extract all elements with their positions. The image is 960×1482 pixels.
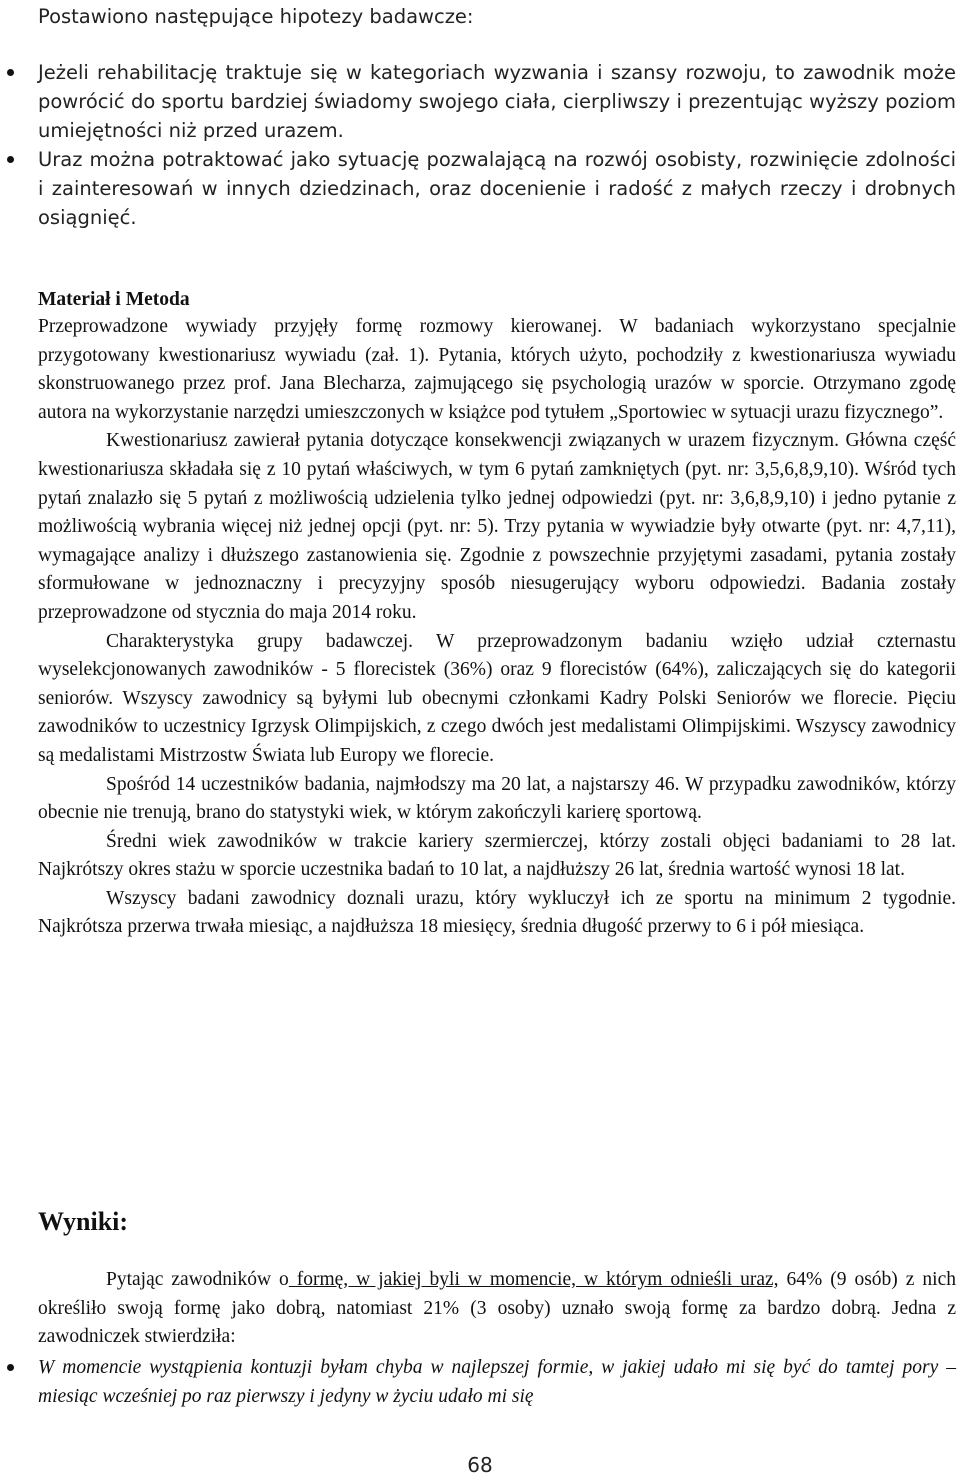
results-lead: Pytając zawodników o: [106, 1269, 289, 1290]
bullet-icon: [7, 69, 14, 76]
methods-body: [38, 313, 956, 942]
results-paragraph: [38, 1266, 956, 1352]
paragraph: Kwestionariusz zawierał pytania dotyczące konsekwencji związanych w urazem fizycznym. Główna część kwestionariusza składała się z 10 pytań właściwych, w tym 6 pytań zamkniętych (pyt. nr: 3,5,6,8,9,10). Wśród tych pytań znalazło się 5 pytań z możliwością udzielenia tylko jednej odpowiedzi (pyt. nr: 3,6,8,9,10) i jedno pytanie z możliwością wybrania więcej niż jednej opcji (pyt. nr: 5). Trzy pytania w wywiadzie były otwarte (pyt. nr: 4,7,11), wymagające analizy i dłuższego zastanowienia się. Zgodnie z powszechnie przyjętymi zasadami, pytania zostały sformułowane w jednoznaczny i precyzyjny sposób niesugerujący wyboru odpowiedzi. Badania zostały przeprowadzone od stycznia do maja 2014 roku.: [38, 430, 956, 623]
paragraph: Charakterystyka grupy badawczej. W przeprowadzonym badaniu wzięło udział czternastu wyselekcjonowanych zawodników - 5 florecistek (36%) oraz 9 florecistów (64%), zaliczających się do kategorii seniorów. Wszyscy zawodnicy są byłymi lub obecnymi członkami Kadry Polski Seniorów we florecie. Pięciu zawodników to uczestnicy Igrzysk Olimpijskich, z czego dwóch jest medalistami Olimpijskimi. Wszyscy zawodnicy są medalistami Mistrzostw Świata lub Europy we florecie.: [38, 630, 956, 766]
paragraph: Przeprowadzone wywiady przyjęły formę rozmowy kierowanej. W badaniach wykorzystano specjalnie przygotowany kwestionariusz wywiadu (zał. 1). Pytania, których użyto, pochodziły z kwestionariusza wywiadu skonstruowanego przez prof. Jana Blecharza, zajmującego się psychologią urazów w sporcie. Otrzymano zgodę autora na wykorzystanie narzędzi umieszczonych w książce pod tytułem „Sportowiec w sytuacji urazu fizycznego”.: [38, 316, 956, 423]
paragraph: Spośród 14 uczestników badania, najmłodszy ma 20 lat, a najstarszy 46. W przypadku zawodników, którzy obecnie nie trenują, brano do statystyki wiek, w którym zakończyli karierę sportową.: [38, 773, 956, 824]
bullet-icon: [7, 1364, 14, 1371]
hypotheses-list: [38, 58, 956, 232]
results-rest: 64% (9 osób) z nich określiło swoją formę jako dobrą, natomiast 21% (3 osoby) uznało swoją formę za bardzo dobrą. Jedna z zawodniczek stwierdziła:: [38, 1269, 956, 1348]
hypothesis-text: Jeżeli rehabilitację traktuje się w kategoriach wyzwania i szansy rozwoju, to zawodnik może powrócić do sportu bardziej świadomy swojego ciała, cierpliwszy i prezentując wyższy poziom umiejętności niż przed urazem.: [38, 61, 956, 142]
page-number: 68: [467, 1453, 493, 1477]
bullet-icon: [7, 156, 14, 163]
paragraph: Średni wiek zawodników w trakcie kariery szermierczej, którzy zostali objęci badaniami to 28 lat. Najkrótszy okres stażu w sporcie uczestnika badań to 10 lat, a najdłuższy 26 lat, średnia wartość wynosi 18 lat.: [38, 830, 956, 881]
hypothesis-item: [38, 145, 956, 232]
paragraph: Wszyscy badani zawodnicy doznali urazu, który wykluczył ich ze sportu na minimum 2 tygodnie. Najkrótsza przerwa trwała miesiąc, a najdłuższa 18 miesięcy, średnia długość przerwy to 6 i pół miesiąca.: [38, 887, 956, 938]
section-title: Materiał i Metoda: [38, 289, 190, 310]
quote-text: W momencie wystąpienia kontuzji byłam chyba w najlepszej formie, w jakiej udało mi się być do tamtej pory – miesiąc wcześniej po raz pierwszy i jedyny w życiu udało mi się: [38, 1357, 956, 1407]
quote-item: [38, 1353, 956, 1411]
hypotheses-intro: Postawiono następujące hipotezy badawcze:: [38, 5, 474, 28]
hypothesis-text: Uraz można potraktować jako sytuację pozwalającą na rozwój osobisty, rozwinięcie zdolności i zainteresowań w innych dziedzinach, oraz docenienie i radość z małych rzeczy i drobnych osiągnięć.: [38, 148, 956, 229]
results-underlined: formę, w jakiej byli w momencie, w którym odnieśli uraz,: [288, 1269, 779, 1290]
results-heading: Wyniki:: [38, 1207, 129, 1236]
hypothesis-item: [38, 58, 956, 145]
